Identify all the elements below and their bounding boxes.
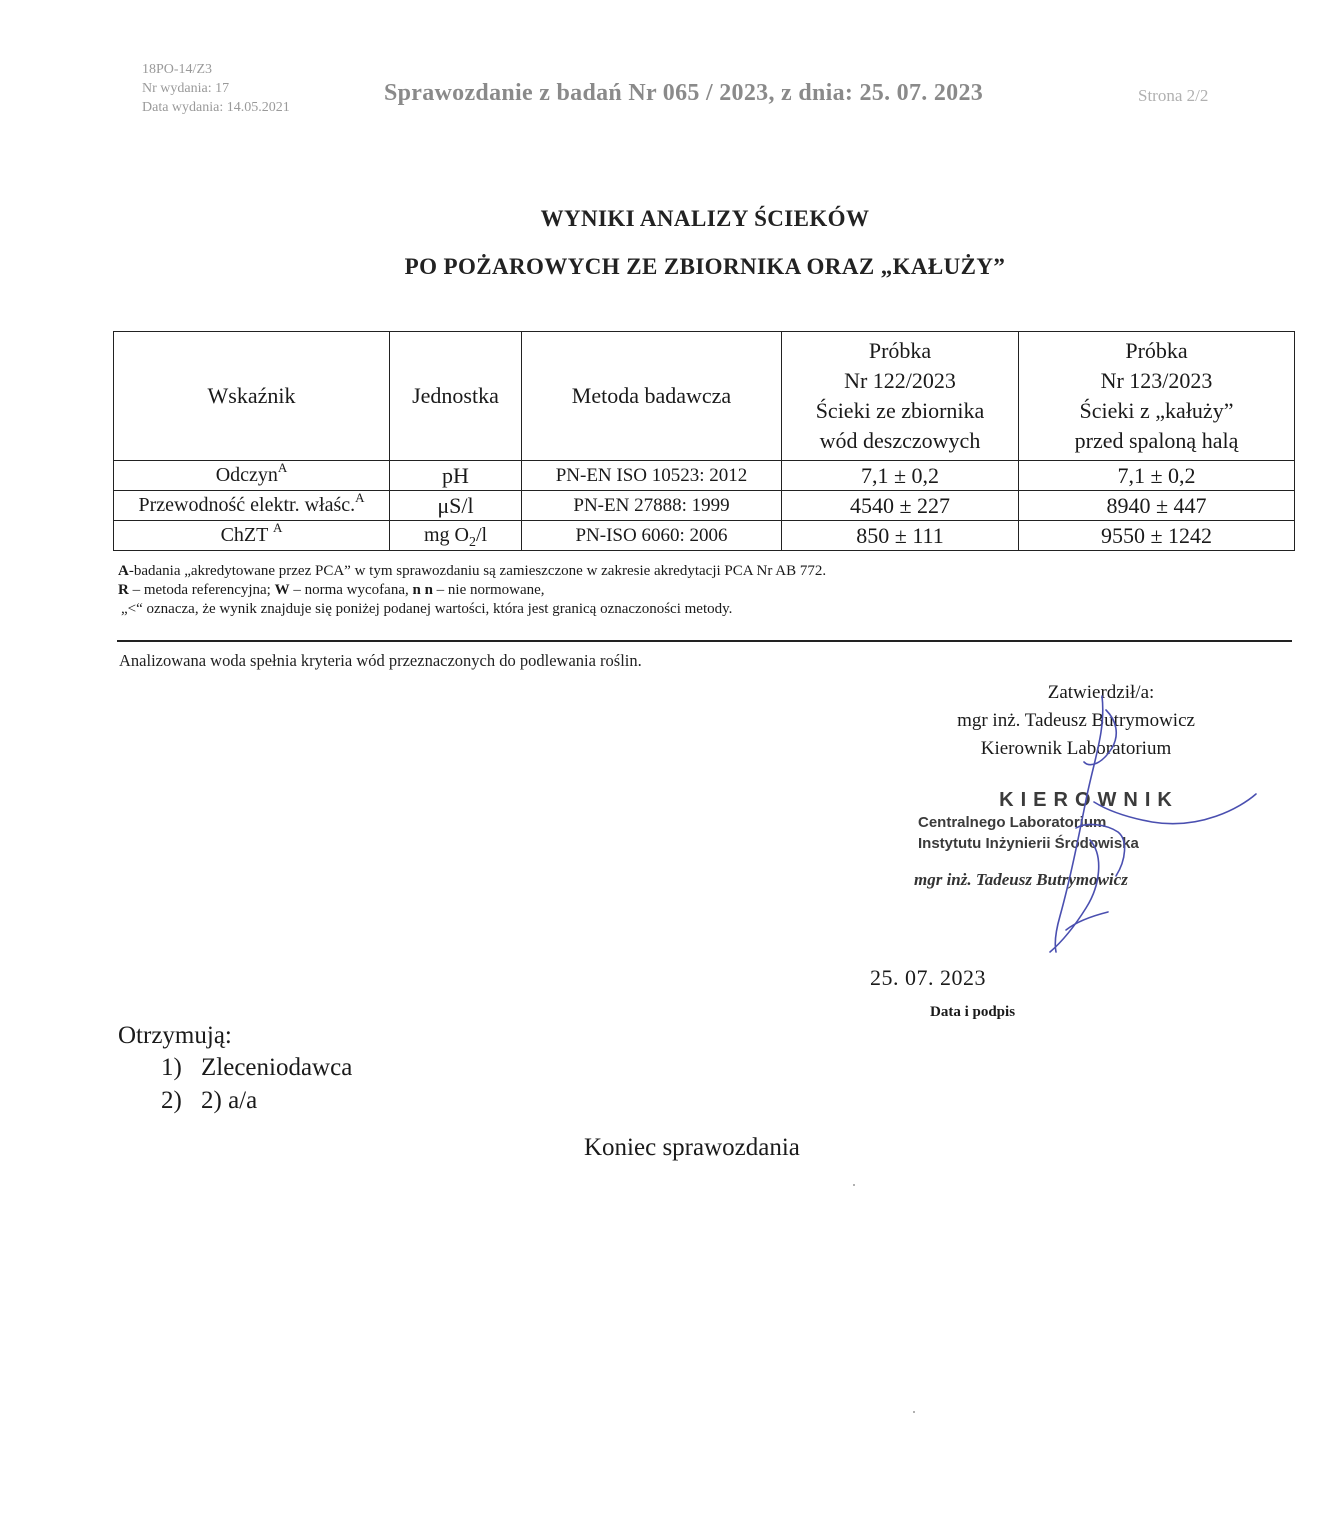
signature-date: 25. 07. 2023	[870, 965, 986, 990]
page-title-line2: PO POŻAROWYCH ZE ZBIORNIKA ORAZ „KAŁUŻY”	[404, 254, 1006, 279]
recipient-item	[161, 1054, 352, 1082]
recipient-number: 1)	[161, 1054, 182, 1081]
stamp-line: Centralnego Laboratorium	[918, 814, 1107, 831]
recipient-item	[161, 1087, 257, 1115]
end-of-report: Koniec sprawozdania	[584, 1134, 800, 1161]
sample2-value: 9550 ± 1242	[1019, 521, 1295, 551]
accreditation-mark: A	[355, 490, 365, 505]
sample2-line: Nr 123/2023	[1100, 368, 1213, 393]
stamp-title: KIEROWNIK	[999, 789, 1179, 811]
conclusion-text: Analizowana woda spełnia kryteria wód przeznaczonych do podlewania roślin.	[119, 651, 642, 670]
recipient-text: 2) a/a	[201, 1087, 258, 1114]
report-title: Sprawozdanie z badań Nr 065 / 2023, z dnia: 25. 07. 2023	[384, 80, 984, 106]
unit-subscript: 2	[468, 535, 476, 550]
param-cell	[114, 491, 390, 521]
date-signature-label: Data i podpis	[930, 1004, 1016, 1020]
col-sample-122	[782, 332, 1019, 461]
recipients-title: Otrzymują:	[118, 1022, 232, 1049]
table-row	[114, 461, 1295, 491]
divider	[117, 640, 1292, 642]
sample2-line: przed spaloną halą	[1074, 428, 1239, 453]
table-header-row	[114, 332, 1295, 461]
col-indicator: Wskaźnik	[114, 332, 390, 461]
unit-cell: pH	[390, 461, 522, 491]
document-meta	[142, 60, 290, 117]
sample1-value: 850 ± 111	[782, 521, 1019, 551]
page-title-line1: WYNIKI ANALIZY ŚCIEKÓW	[540, 206, 870, 231]
note-w: W	[274, 582, 290, 598]
sample2-value: 8940 ± 447	[1019, 491, 1295, 521]
approval-label: Zatwierdził/a:	[1047, 682, 1155, 703]
stamp-line: Instytutu Inżynierii Środowiska	[918, 835, 1139, 852]
table-row	[114, 521, 1295, 551]
col-unit: Jednostka	[390, 332, 522, 461]
form-code: 18PO-14/Z3	[142, 62, 212, 77]
param-name: Przewodność elektr. właśc.	[138, 494, 356, 516]
param-name: ChZT	[220, 524, 274, 546]
recipient-number: 2)	[161, 1087, 182, 1114]
col-sample-123	[1019, 332, 1295, 461]
handwritten-signature	[880, 690, 1280, 970]
unit-cell	[390, 521, 522, 551]
note-text: – norma wycofana,	[289, 582, 413, 598]
table-row	[114, 491, 1295, 521]
results-table	[113, 331, 1295, 551]
note-less-than: „<“ oznacza, że wynik znajduje się poniżej podanej wartości, która jest granicą oznaczoności metody.	[121, 601, 733, 617]
note-n: n n	[412, 582, 433, 598]
note-accreditation	[118, 562, 826, 581]
table-notes	[118, 562, 826, 619]
note-r: R	[118, 582, 129, 598]
param-cell	[114, 461, 390, 491]
scan-speck	[913, 1411, 915, 1413]
page-number: Strona 2/2	[1138, 86, 1209, 105]
note-text: – metoda referencyjna;	[128, 582, 275, 598]
note-text: -badania „akredytowane przez PCA” w tym sprawozdaniu są zamieszczone w zakresie akredytacji PCA Nr AB 772.	[128, 563, 827, 579]
recipient-text: Zleceniodawca	[201, 1054, 353, 1081]
method-cell: PN-ISO 6060: 2006	[522, 521, 782, 551]
accreditation-mark: A	[277, 460, 288, 475]
sample1-value: 7,1 ± 0,2	[782, 461, 1019, 491]
unit-main: mg O	[423, 524, 469, 546]
sample1-line: Próbka	[868, 338, 932, 363]
param-cell	[114, 521, 390, 551]
accreditation-mark: A	[273, 520, 283, 535]
approver-name: mgr inż. Tadeusz Butrymowicz	[957, 710, 1195, 731]
note-mark: A	[118, 563, 129, 579]
sample1-line: Nr 122/2023	[844, 368, 956, 393]
col-method: Metoda badawcza	[522, 332, 782, 461]
sample2-line: Próbka	[1125, 338, 1188, 363]
scan-speck	[853, 1184, 855, 1186]
issue-date: Data wydania: 14.05.2021	[142, 100, 290, 115]
method-cell: PN-EN 27888: 1999	[522, 491, 782, 521]
note-legend	[118, 581, 826, 600]
sample1-line: Ścieki ze zbiornika	[815, 398, 985, 423]
unit-cell: μS/l	[390, 491, 522, 521]
sample2-line: Ścieki z „kałuży”	[1079, 398, 1234, 423]
note-text: – nie normowane,	[432, 582, 545, 598]
sample2-value: 7,1 ± 0,2	[1019, 461, 1295, 491]
param-name: Odczyn	[215, 464, 278, 486]
sample1-value: 4540 ± 227	[782, 491, 1019, 521]
stamp-signature-name: mgr inż. Tadeusz Butrymowicz	[914, 870, 1128, 889]
sample1-line: wód deszczowych	[819, 428, 981, 453]
method-cell: PN-EN ISO 10523: 2012	[522, 461, 782, 491]
edition-number: Nr wydania: 17	[142, 81, 230, 96]
approver-role: Kierownik Laboratorium	[980, 738, 1172, 759]
unit-tail: /l	[475, 524, 488, 546]
